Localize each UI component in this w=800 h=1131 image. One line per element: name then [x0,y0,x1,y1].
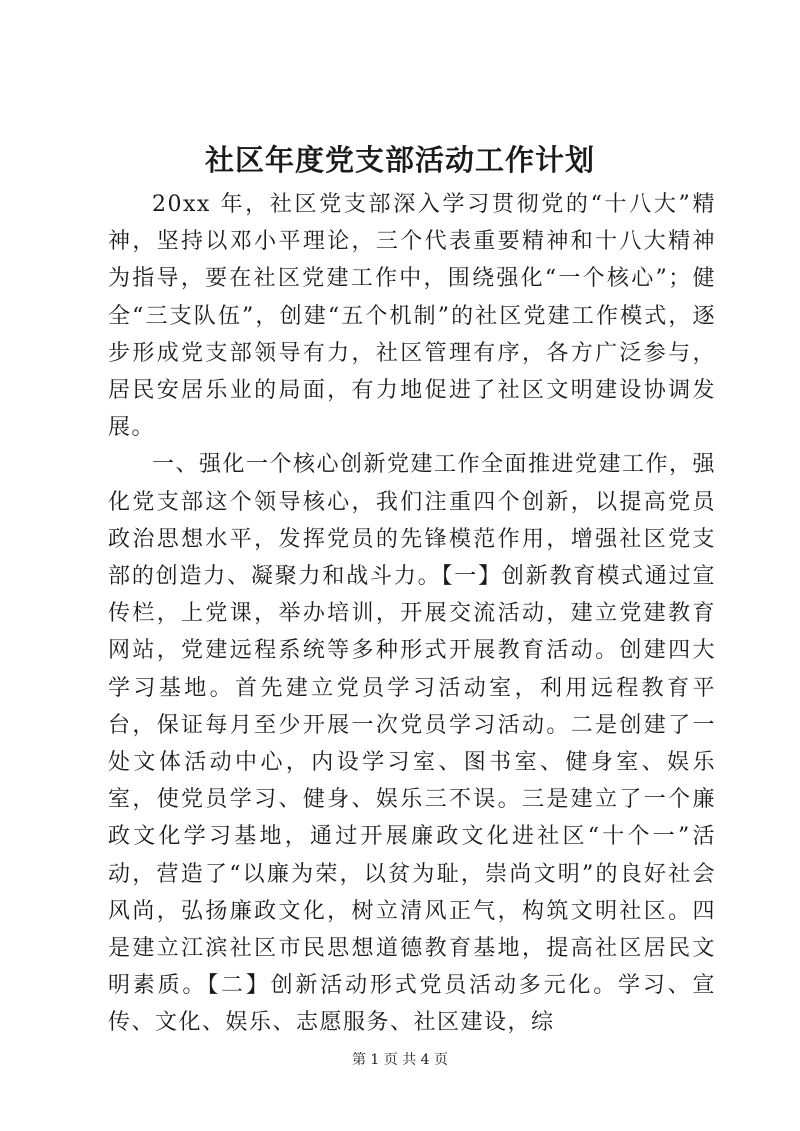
page-footer: 第 1 页 共 4 页 [351,1052,449,1068]
document-body [108,186,716,1042]
paragraph-intro: 20xx 年，社区党支部深入学习贯彻党的“十八大”精神，坚持以邓小平理论，三个代表重要精神和十八大精神为指导，要在社区党建工作中，围绕强化“一个核心”；健全“三支队伍”，创建“五个机制”的社区党建工作模式，逐步形成党支部领导有力，社区管理有序，各方广泛参与，居民安居乐业的局面，有力地促进了社区文明建设协调发展。 [108,192,716,441]
document-title: 社区年度党支部活动工作计划 [204,143,595,177]
paragraph-section-one: 一、强化一个核心创新党建工作全面推进党建工作，强化党支部这个领导核心，我们注重四个创新，以提高党员政治思想水平，发挥党员的先锋模范作用，增强社区党支部的创造力、凝聚力和战斗力。【一】创新教育模式通过宣传栏，上党课，举办培训，开展交流活动，建立党建教育网站，党建远程系统等多种形式开展教育活动。创建四大学习基地。首先建立党员学习活动室，利用远程教育平台，保证每月至少开展一次党员学习活动。二是创建了一处文体活动中心，内设学习室、图书室、健身室、娱乐室，使党员学习、健身、娱乐三不误。三是建立了一个廉政文化学习基地，通过开展廉政文化进社区“十个一”活动，营造了“以廉为荣，以贫为耻，崇尚文明”的良好社会风尚，弘扬廉政文化，树立清风正气，构筑文明社区。四是建立江滨社区市民思想道德教育基地，提高社区居民文明素质。【二】创新活动形式党员活动多元化。学习、宣传、文化、娱乐、志愿服务、社区建设，综 [108,452,717,1036]
